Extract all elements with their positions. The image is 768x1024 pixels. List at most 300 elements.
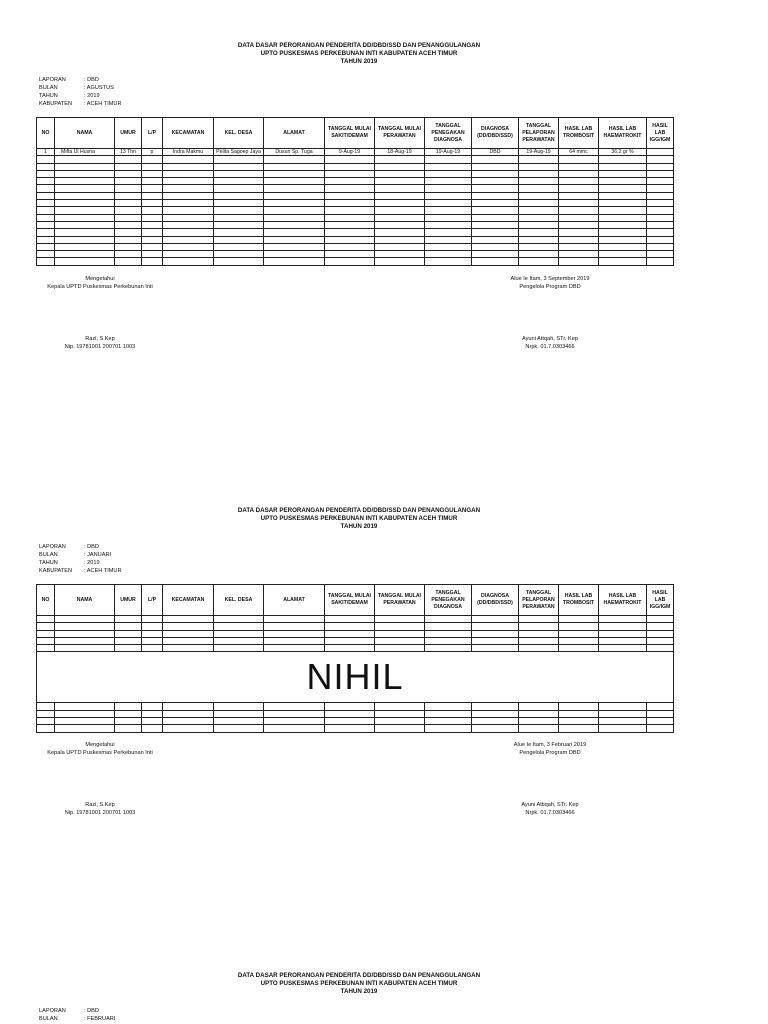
table-cell — [37, 616, 55, 623]
table-cell — [264, 251, 325, 258]
table-cell — [425, 221, 472, 228]
table-cell — [214, 163, 264, 170]
table-cell — [325, 616, 375, 623]
table-cell — [599, 718, 647, 725]
table-cell — [325, 170, 375, 177]
table-cell — [375, 192, 425, 199]
signature-left-position: Kepala UPTD Puskesmas Perkebunan Inti — [47, 750, 153, 756]
table-cell — [375, 178, 425, 185]
table-cell — [599, 251, 647, 258]
meta-label-laporan: LAPORAN — [39, 544, 66, 550]
table-cell — [375, 170, 425, 177]
table-cell — [425, 163, 472, 170]
table-cell — [425, 170, 472, 177]
table-cell — [142, 229, 163, 236]
table-cell — [559, 718, 599, 725]
signature-right-date: Alue Ie Itam, 3 Februari 2019 — [513, 742, 587, 748]
column-header: DIAGNOSA (DD/DBD/SSD) — [472, 585, 519, 616]
table-cell — [425, 178, 472, 185]
table-cell — [214, 258, 264, 265]
table-cell — [647, 637, 674, 644]
table-cell — [559, 163, 599, 170]
table-body — [37, 616, 674, 733]
report-title — [0, 507, 718, 531]
table-cell — [519, 156, 559, 163]
signature-right-position: Pengelola Program DBD — [519, 284, 581, 290]
table-cell: Dusun Sp. Tuga — [264, 149, 325, 156]
table-cell — [142, 214, 163, 221]
table-cell — [599, 170, 647, 177]
column-header: TANGGAL PENEGAKAN DIAGNOSA — [425, 585, 472, 616]
table-cell — [142, 156, 163, 163]
signature-left-id: Nip. 19781001 200701 1003 — [64, 344, 136, 350]
table-cell — [472, 185, 519, 192]
signature-left-name: Razi, S.Kep — [85, 336, 115, 342]
table-cell — [472, 251, 519, 258]
meta-label-tahun: TAHUN — [39, 93, 58, 99]
table-cell — [519, 703, 559, 710]
table-cell — [142, 630, 163, 637]
table-cell — [647, 616, 674, 623]
meta-value-kabupaten: : ACEH TIMUR — [84, 101, 122, 107]
title-line-3: TAHUN 2019 — [340, 58, 378, 65]
meta-label-laporan: LAPORAN — [39, 1008, 66, 1014]
table-cell — [115, 251, 142, 258]
table-row — [37, 156, 674, 163]
title-line-1: DATA DASAR PERORANGAN PENDERITA DD/DBD/SSD DAN PENANGGULANGAN — [237, 42, 481, 49]
table-cell — [375, 637, 425, 644]
table-cell — [375, 630, 425, 637]
table-cell — [375, 156, 425, 163]
table-row — [37, 207, 674, 214]
signature-left-position: Kepala UPTD Puskesmas Perkebunan Inti — [47, 284, 153, 290]
table-cell — [55, 616, 115, 623]
column-header: KECAMATAN — [163, 118, 214, 149]
table-cell — [425, 214, 472, 221]
table-cell — [142, 645, 163, 652]
table-cell — [647, 718, 674, 725]
table-cell — [264, 630, 325, 637]
table-cell — [519, 200, 559, 207]
meta-label-kabupaten: KABUPATEN — [39, 101, 73, 107]
table-cell — [163, 214, 214, 221]
table-cell — [37, 178, 55, 185]
table-cell — [425, 258, 472, 265]
column-header: TANGGAL MULAI SAKIT/DEMAM — [325, 118, 375, 149]
table-cell — [115, 156, 142, 163]
table-cell — [325, 637, 375, 644]
table-cell — [472, 630, 519, 637]
table-cell — [375, 725, 425, 732]
title-line-2: UPTO PUSKESMAS PERKEBUNAN INTI KABUPATEN ACEH TIMUR — [260, 515, 458, 522]
table-cell — [599, 178, 647, 185]
table-cell — [519, 258, 559, 265]
table-cell — [325, 718, 375, 725]
signature-right-name: Ayuni Attqah, STr. Kep — [522, 336, 578, 342]
table-cell — [214, 703, 264, 710]
table-cell — [472, 207, 519, 214]
table-cell — [425, 616, 472, 623]
column-header: HASIL LAB HAEMATROKIT — [599, 118, 647, 149]
table-cell — [647, 178, 674, 185]
table-cell — [115, 725, 142, 732]
table-cell — [214, 214, 264, 221]
table-cell — [325, 192, 375, 199]
table-cell — [37, 703, 55, 710]
table-cell — [163, 236, 214, 243]
table-cell — [647, 207, 674, 214]
table-cell — [264, 725, 325, 732]
table-cell — [559, 170, 599, 177]
table-cell — [214, 170, 264, 177]
signature-right-position: Pengelola Program DBD — [519, 750, 581, 756]
table-cell — [472, 229, 519, 236]
table-cell — [519, 616, 559, 623]
table-row — [37, 630, 674, 637]
table-cell — [472, 645, 519, 652]
table-cell — [37, 192, 55, 199]
table-cell — [214, 637, 264, 644]
table-cell — [599, 630, 647, 637]
table-cell — [115, 163, 142, 170]
meta-value-laporan: : DBD — [84, 77, 99, 83]
table-cell — [214, 178, 264, 185]
table-cell — [163, 192, 214, 199]
table-cell — [325, 703, 375, 710]
table-cell — [647, 192, 674, 199]
table-cell — [163, 170, 214, 177]
signature-left-name: Razi, S.Kep — [85, 802, 115, 808]
column-header: UMUR — [115, 118, 142, 149]
table-cell — [425, 710, 472, 717]
table-cell — [325, 236, 375, 243]
table-cell — [559, 258, 599, 265]
column-header: TANGGAL MULAI PERAWATAN — [375, 118, 425, 149]
table-cell — [375, 163, 425, 170]
table-cell — [325, 214, 375, 221]
table-cell — [559, 703, 599, 710]
table-cell — [519, 630, 559, 637]
table-cell — [472, 163, 519, 170]
table-cell — [264, 170, 325, 177]
table-cell — [142, 236, 163, 243]
signature-left — [40, 275, 160, 351]
table-cell: 64 mmc — [559, 149, 599, 156]
table-cell — [647, 710, 674, 717]
signature-right — [470, 741, 630, 817]
title-line-1: DATA DASAR PERORANGAN PENDERITA DD/DBD/SSD DAN PENANGGULANGAN — [237, 972, 481, 979]
table-cell — [115, 185, 142, 192]
table-cell — [599, 637, 647, 644]
table-cell — [599, 258, 647, 265]
table-cell — [163, 200, 214, 207]
table-cell — [264, 703, 325, 710]
table-row — [37, 258, 674, 265]
table-cell — [375, 185, 425, 192]
table-cell — [519, 214, 559, 221]
table-cell — [325, 200, 375, 207]
signature-left-id: Nip. 19781001 200701 1003 — [64, 810, 136, 816]
table-cell — [163, 718, 214, 725]
table-cell — [142, 637, 163, 644]
table-cell — [647, 200, 674, 207]
table-cell — [647, 185, 674, 192]
table-cell — [264, 214, 325, 221]
table-cell — [214, 710, 264, 717]
table-cell — [264, 221, 325, 228]
table-cell — [472, 156, 519, 163]
table-cell: DBD — [472, 149, 519, 156]
table-cell — [264, 163, 325, 170]
table-cell — [472, 258, 519, 265]
table-cell: Indra Makmu — [163, 149, 214, 156]
meta-value-kabupaten: : ACEH TIMUR — [84, 568, 122, 574]
table-cell — [559, 178, 599, 185]
table-cell — [163, 251, 214, 258]
table-cell — [37, 710, 55, 717]
table-cell — [472, 170, 519, 177]
table-row — [37, 725, 674, 732]
meta-label-bulan: BULAN — [39, 85, 58, 91]
table-cell — [37, 156, 55, 163]
table-cell — [559, 200, 599, 207]
table-cell — [163, 163, 214, 170]
table-cell — [55, 236, 115, 243]
table-cell — [163, 710, 214, 717]
table-cell — [115, 207, 142, 214]
signature-left-caption: Mengetahui — [85, 742, 115, 748]
table-cell — [519, 710, 559, 717]
table-cell — [559, 623, 599, 630]
table-cell — [519, 623, 559, 630]
table-cell — [559, 192, 599, 199]
table-cell — [425, 236, 472, 243]
title-line-1: DATA DASAR PERORANGAN PENDERITA DD/DBD/SSD DAN PENANGGULANGAN — [237, 507, 481, 514]
table-cell — [264, 236, 325, 243]
table-cell — [55, 710, 115, 717]
table-cell — [559, 710, 599, 717]
table-row — [37, 214, 674, 221]
table-cell — [559, 185, 599, 192]
title-line-2: UPTO PUSKESMAS PERKEBUNAN INTI KABUPATEN ACEH TIMUR — [260, 50, 458, 57]
table-row — [37, 623, 674, 630]
table-row — [37, 616, 674, 623]
table-cell — [163, 616, 214, 623]
table-cell — [55, 178, 115, 185]
table-cell — [325, 645, 375, 652]
table-cell — [472, 623, 519, 630]
table-cell — [214, 725, 264, 732]
table-cell — [55, 221, 115, 228]
column-header: KEL. DESA — [214, 585, 264, 616]
column-header: NO — [37, 585, 55, 616]
table-cell — [425, 243, 472, 250]
table-cell — [264, 637, 325, 644]
table-cell — [264, 258, 325, 265]
table-cell — [519, 236, 559, 243]
table-cell — [325, 221, 375, 228]
table-cell — [37, 258, 55, 265]
table-cell — [214, 630, 264, 637]
patient-table — [36, 584, 674, 733]
table-cell — [55, 718, 115, 725]
table-cell — [647, 221, 674, 228]
column-header: KEL. DESA — [214, 118, 264, 149]
table-cell — [214, 251, 264, 258]
table-row — [37, 149, 674, 156]
table-cell — [519, 192, 559, 199]
table-cell — [142, 243, 163, 250]
table-cell — [163, 637, 214, 644]
table-cell — [325, 725, 375, 732]
table-cell — [264, 207, 325, 214]
table-cell — [325, 258, 375, 265]
meta-value-bulan: : FEBRUARI — [84, 1016, 116, 1022]
table-cell — [599, 725, 647, 732]
table-cell — [55, 243, 115, 250]
table-body — [37, 149, 674, 266]
table-cell — [519, 207, 559, 214]
title-line-3: TAHUN 2019 — [340, 988, 378, 995]
table-row — [37, 637, 674, 644]
table-cell — [375, 243, 425, 250]
table-cell: Mifta Ul Husna — [55, 149, 115, 156]
meta-value-tahun: : 2019 — [84, 560, 100, 566]
table-cell — [472, 710, 519, 717]
table-cell — [214, 207, 264, 214]
table-cell — [214, 718, 264, 725]
table-cell — [163, 178, 214, 185]
table-cell — [37, 163, 55, 170]
table-cell — [559, 251, 599, 258]
table-cell — [647, 236, 674, 243]
table-cell — [375, 221, 425, 228]
table-cell — [115, 192, 142, 199]
report-meta — [39, 76, 122, 108]
table-cell — [375, 616, 425, 623]
column-header: TANGGAL PENEGAKAN DIAGNOSA — [425, 118, 472, 149]
table-cell — [115, 200, 142, 207]
table-cell — [325, 251, 375, 258]
table-cell — [559, 243, 599, 250]
table-cell — [37, 200, 55, 207]
table-cell — [599, 214, 647, 221]
table-cell — [214, 645, 264, 652]
table-cell — [425, 703, 472, 710]
table-cell — [519, 645, 559, 652]
table-cell — [472, 243, 519, 250]
signature-left-caption: Mengetahui — [85, 276, 115, 282]
table-cell — [163, 623, 214, 630]
table-row — [37, 221, 674, 228]
table-cell — [163, 258, 214, 265]
table-cell — [115, 637, 142, 644]
table-cell — [325, 243, 375, 250]
table-cell — [264, 645, 325, 652]
table-row — [37, 645, 674, 652]
nihil-row — [37, 652, 674, 703]
table-cell — [519, 185, 559, 192]
column-header: L/P — [142, 118, 163, 149]
table-cell — [425, 251, 472, 258]
table-cell — [55, 251, 115, 258]
table-cell — [55, 637, 115, 644]
table-cell — [519, 251, 559, 258]
table-cell — [559, 156, 599, 163]
table-cell — [163, 630, 214, 637]
table-cell — [599, 645, 647, 652]
table-cell — [647, 229, 674, 236]
table-cell — [325, 630, 375, 637]
table-cell — [599, 200, 647, 207]
column-header: HASIL LAB TROMBOSIT — [559, 118, 599, 149]
table-cell — [647, 170, 674, 177]
table-cell — [559, 725, 599, 732]
table-cell — [519, 718, 559, 725]
table-cell — [264, 616, 325, 623]
table-cell — [325, 229, 375, 236]
table-cell — [472, 200, 519, 207]
table-cell — [425, 185, 472, 192]
table-cell — [264, 185, 325, 192]
table-cell — [37, 221, 55, 228]
table-cell — [214, 221, 264, 228]
table-cell — [559, 221, 599, 228]
table-cell — [375, 251, 425, 258]
table-cell: 1 — [37, 149, 55, 156]
table-cell: 19-Aug-19 — [425, 149, 472, 156]
table-cell — [375, 718, 425, 725]
table-row — [37, 178, 674, 185]
table-cell — [375, 214, 425, 221]
table-cell — [142, 710, 163, 717]
table-row — [37, 192, 674, 199]
table-cell — [519, 725, 559, 732]
table-row — [37, 703, 674, 710]
table-cell — [163, 229, 214, 236]
table-row — [37, 710, 674, 717]
table-cell — [163, 703, 214, 710]
table-cell — [472, 221, 519, 228]
table-cell — [163, 207, 214, 214]
table-cell — [142, 725, 163, 732]
table-cell — [599, 623, 647, 630]
table-row — [37, 200, 674, 207]
table-cell — [115, 616, 142, 623]
table-cell — [559, 630, 599, 637]
meta-value-bulan: : AGUSTUS — [84, 85, 114, 91]
table-cell — [325, 156, 375, 163]
table-cell — [55, 725, 115, 732]
table-cell — [647, 156, 674, 163]
table-cell — [163, 725, 214, 732]
table-cell — [599, 156, 647, 163]
table-cell — [325, 207, 375, 214]
table-cell — [472, 214, 519, 221]
signature-right-name: Ayuni Attiqah, STr. Kep — [521, 802, 579, 808]
table-row — [37, 170, 674, 177]
table-row — [37, 236, 674, 243]
table-cell — [425, 207, 472, 214]
table-cell — [375, 207, 425, 214]
table-cell — [264, 243, 325, 250]
table-cell — [142, 178, 163, 185]
table-cell — [599, 229, 647, 236]
table-cell — [599, 207, 647, 214]
table-cell — [559, 616, 599, 623]
table-cell — [425, 630, 472, 637]
table-cell — [559, 207, 599, 214]
